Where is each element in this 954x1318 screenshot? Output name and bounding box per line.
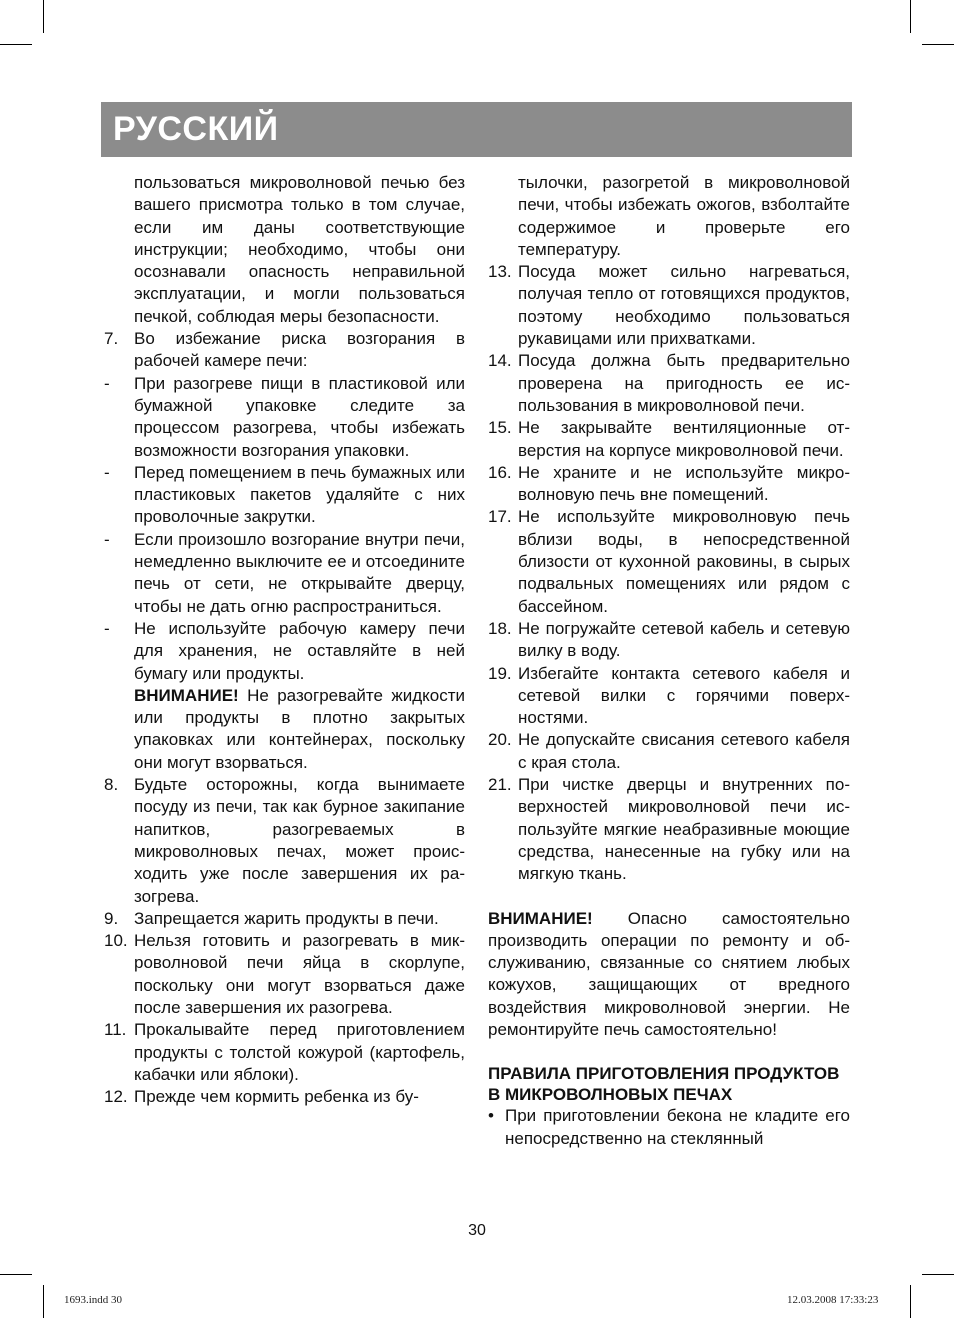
item-text: Не используйте микроволновую печь вблизи воды, в непосредственной близости от кухонной раковины, в сырых подвальных помещениях или рядом с бассейном. <box>518 507 850 616</box>
intro-paragraph: пользоваться микроволновой печью без вашего присмотра только в том случае, если им даны соответствующие инструкции; необходимо, чтобы они осознавали опасность неправильной эксплуатации, и могли пользоваться печкой, соблюдая меры безопасности. <box>134 173 465 326</box>
item-text: Нельзя готовить и разогревать в микроволновой печи яйца в скорлупе, поскольку они могут взорваться даже после завершения их разогрева. <box>134 931 465 1017</box>
warning-label: ВНИМАНИЕ! <box>134 685 239 705</box>
list-item <box>488 350 850 417</box>
continued-paragraph: тылочки, разогретой в микроволновой печи, чтобы избежать ожогов, взболтайте содержимое и проверьте его температуру. <box>518 173 850 259</box>
item-text: Не погружайте сетевой кабель и сетевую вилку в воду. <box>518 618 850 661</box>
print-slug-file: 1693.indd 30 <box>64 1294 123 1306</box>
item-number: 10. <box>104 931 128 951</box>
crop-mark <box>910 1285 911 1318</box>
dash-mark: - <box>104 373 110 393</box>
item-text: Избегайте контакта сетевого кабеля и сетевой вилки с горячими поверхностями. <box>518 663 850 728</box>
item-text: Перед помещением в печь бумажных или пластиковых пакетов удаляйте с них проволочные закрутки. <box>134 462 465 527</box>
section-heading: ПРАВИЛА ПРИГОТОВЛЕНИЯ ПРОДУКТОВ В МИКРОВОЛНОВЫХ ПЕЧАХ <box>488 1064 840 1105</box>
item-number: 12. <box>104 1087 128 1107</box>
dash-mark: - <box>104 462 110 482</box>
item-number: 11. <box>104 1020 127 1040</box>
warning-paragraph <box>104 685 465 774</box>
list-item <box>488 417 850 462</box>
spacer <box>488 886 850 908</box>
item-number: 7. <box>104 329 119 349</box>
crop-mark <box>0 44 32 45</box>
item-number: 21. <box>488 775 512 795</box>
list-item <box>104 1086 465 1108</box>
item-number: 15. <box>488 418 512 438</box>
item-number: 19. <box>488 663 512 683</box>
item-text: При разогреве пищи в пластиковой или бумажной упаковке следите за процессом разогрева, чтобы избежать возможности возгорания упаковки. <box>134 373 465 460</box>
item-text: Посуда может сильно нагреваться, получая тепло от готовящихся продуктов, поэтому необходимо пользоваться рукавицами или прихватками. <box>518 262 850 349</box>
list-item <box>488 506 850 617</box>
item-text: Не используйте рабочую камеру печи для хранения, не оставляйте в ней бумагу или продукты. <box>134 618 465 683</box>
item-text: Будьте осторожны, когда вынимаете посуду из печи, так как бурное закипание напитков, разогреваемых в микроволновых печах, может происходить уже после завершения их разогрева. <box>134 775 465 906</box>
spacer <box>488 1041 850 1063</box>
item-number: 8. <box>104 775 119 795</box>
item-text: При чистке дверцы и внутренних поверхностей микроволновой печи используйте мягкие неабразивные моющие средства, нанесенные на губку или на мягкую ткань. <box>518 775 850 884</box>
print-slug-date: 12.03.2008 17:33:23 <box>787 1294 879 1306</box>
item-text: Не храните и не используйте микроволновую печь вне помещений. <box>518 462 850 505</box>
dash-item <box>104 373 465 462</box>
warning-text: Не разогревайте жидкости или продукты в плотно закрытых упаковках или контейнерах, поскольку они могут взорваться. <box>134 685 465 772</box>
dash-mark: - <box>104 529 110 549</box>
crop-mark <box>0 1274 32 1275</box>
list-item <box>104 930 465 1019</box>
dash-item <box>104 618 465 685</box>
right-column <box>488 172 850 1150</box>
list-item <box>488 462 850 507</box>
list-item <box>488 729 850 774</box>
item-text: Посуда должна быть предварительно проверена на пригодность ее использования в микроволновой печи. <box>518 351 850 415</box>
list-item <box>104 908 465 930</box>
crop-mark <box>43 0 44 33</box>
list-item <box>488 261 850 350</box>
list-item <box>104 1019 465 1086</box>
item-text: Прокалывайте перед приготовлением продукты с толстой кожурой (картофель, кабачки или яблоки). <box>134 1020 465 1084</box>
item-number: 9. <box>104 908 119 928</box>
bullet-item <box>488 1105 850 1150</box>
list-item <box>488 618 850 663</box>
item-number: 20. <box>488 730 512 750</box>
warning-paragraph <box>488 908 850 1042</box>
item-text: Во избежание риска возгорания в рабочей камере печи: <box>134 329 465 371</box>
item-number: 18. <box>488 618 512 638</box>
language-header-bar <box>101 102 852 157</box>
warning-label: ВНИМАНИЕ! <box>488 908 593 928</box>
language-title: РУССКИЙ <box>113 110 279 148</box>
item-number: 17. <box>488 507 512 527</box>
dash-mark: - <box>104 618 110 638</box>
crop-mark <box>43 1285 44 1318</box>
list-item <box>488 663 850 730</box>
item-number: 16. <box>488 462 512 482</box>
crop-mark <box>922 44 954 45</box>
crop-mark <box>910 0 911 33</box>
item-text: Не допускайте свисания сетевого кабеля с края стола. <box>518 730 850 772</box>
item-number: 13. <box>488 262 512 282</box>
list-item <box>488 774 850 885</box>
item-number: 14. <box>488 351 512 371</box>
item-text: Не закрывайте вентиляционные отверстия на корпусе микроволновой печи. <box>518 418 850 460</box>
page-number: 30 <box>468 1222 486 1239</box>
dash-item <box>104 529 465 618</box>
dash-item <box>104 462 465 529</box>
warning-text: Опасно самостоятельно производить операции по ремонту и обслуживанию, связанные со снятием любых кожухов, защищающих от вредного воздействия микроволновой энергии. Не ремонтируйте печь самостоятельно! <box>488 908 850 1039</box>
item-text: Запрещается жарить продукты в печи. <box>134 908 439 928</box>
list-item <box>104 328 465 373</box>
item-text: При приготовлении бекона не кладите его непосредственно на стеклянный <box>505 1106 850 1148</box>
list-item <box>104 774 465 908</box>
item-text: Если произошло возгорание внутри печи, немедленно выключите ее и отсоедините печь от сети, не открывайте дверцу, чтобы не дать огню распространиться. <box>134 529 465 616</box>
item-text: Прежде чем кормить ребенка из бу- <box>134 1087 419 1107</box>
bullet-mark: • <box>488 1106 494 1126</box>
left-column <box>104 172 465 1108</box>
crop-mark <box>922 1274 954 1275</box>
